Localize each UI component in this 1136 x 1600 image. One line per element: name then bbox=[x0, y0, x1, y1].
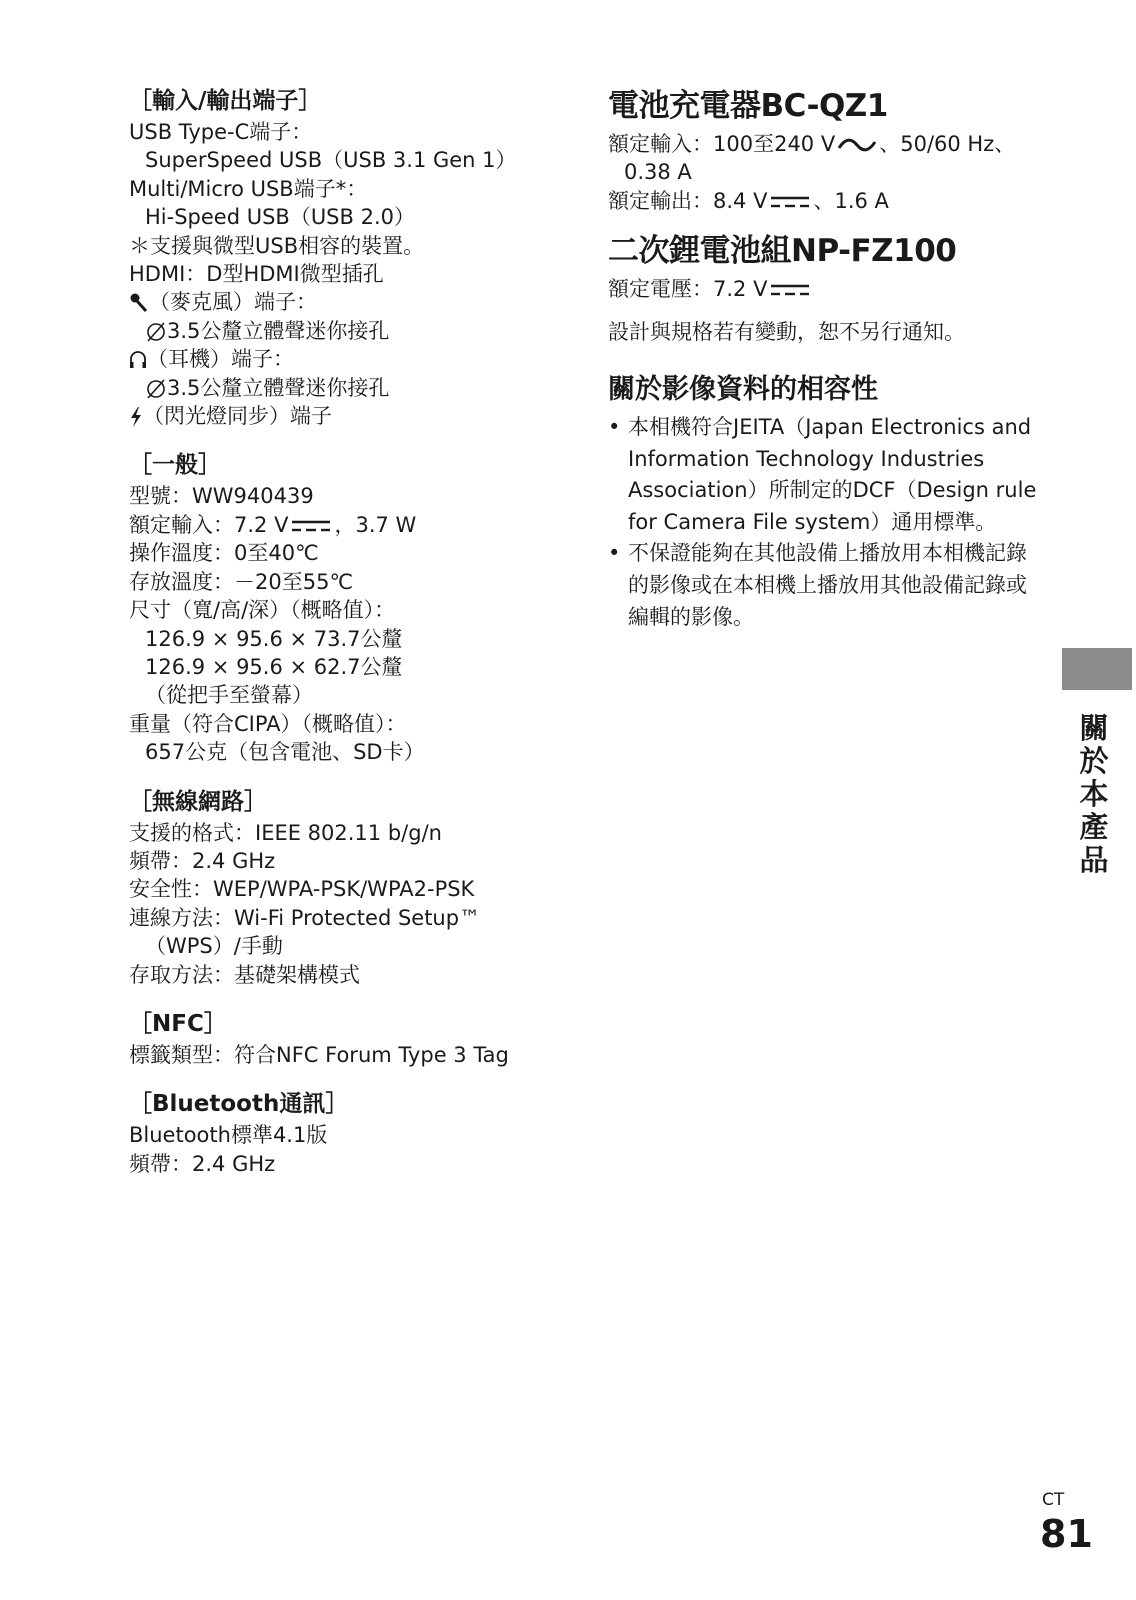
general-input-line bbox=[129, 511, 569, 539]
compat-bullet-2 bbox=[608, 538, 1048, 633]
charger-output-line bbox=[608, 187, 1048, 215]
wireless-security: 安全性：WEP/WPA-PSK/WPA2-PSK bbox=[129, 877, 475, 902]
io-section bbox=[129, 86, 569, 430]
dims-note: （從把手至螢幕） bbox=[145, 683, 313, 708]
compat-section bbox=[608, 372, 1048, 633]
dims-label: 尺寸（寬/高/深）（概略值）： bbox=[129, 598, 396, 623]
charger-input-freq: 、50/60 Hz、 bbox=[879, 132, 1016, 156]
weight-value: 657公克（包含電池、SD卡） bbox=[145, 740, 425, 765]
flash-label: （閃光燈同步）端子 bbox=[143, 404, 332, 429]
wireless-format: 支援的格式：IEEE 802.11 b/g/n bbox=[129, 820, 442, 845]
headphone-spec: 3.5公釐立體聲迷你接孔 bbox=[167, 375, 390, 400]
charger-output-label: 額定輸出：8.4 V bbox=[608, 188, 768, 213]
wireless-access: 存取方法：基礎架構模式 bbox=[129, 962, 360, 987]
multi-usb-spec: Hi-Speed USB（USB 2.0） bbox=[145, 205, 415, 230]
headphone-spec-line bbox=[129, 374, 569, 402]
usb-c-spec: SuperSpeed USB（USB 3.1 Gen 1） bbox=[145, 148, 517, 173]
dims-value-1: 126.9 × 95.6 × 73.7公釐 bbox=[145, 626, 403, 651]
left-column bbox=[129, 86, 569, 1178]
compat-bullet-1 bbox=[608, 412, 1048, 538]
headphone-line bbox=[129, 345, 569, 373]
usb-c-label: USB Type-C端子： bbox=[129, 120, 313, 144]
bullet-dot: • bbox=[608, 415, 621, 440]
compat-bullet-2-text: 不保證能夠在其他設備上播放用本相機記錄的影像或在本相機上播放用其他設備記錄或編輯的影像。 bbox=[628, 541, 1027, 629]
storage-temp-line: 存放溫度：－20至55℃ bbox=[129, 569, 354, 594]
wireless-connect-2: （WPS）/手動 bbox=[145, 934, 283, 959]
battery-voltage-line bbox=[608, 275, 1048, 303]
ac-symbol-icon bbox=[837, 134, 877, 156]
nfc-section bbox=[129, 1009, 569, 1069]
general-input-label: 額定輸入：7.2 V bbox=[129, 512, 289, 537]
mic-spec: 3.5公釐立體聲迷你接孔 bbox=[167, 318, 390, 343]
page-number: 81 bbox=[1040, 1512, 1093, 1556]
battery-section bbox=[608, 231, 1048, 303]
wireless-heading: ［無線網路］ bbox=[129, 788, 267, 815]
charger-heading: 電池充電器BC-QZ1 bbox=[608, 88, 888, 124]
battery-heading: 二次鋰電池組NP-FZ100 bbox=[608, 233, 957, 270]
bluetooth-section bbox=[129, 1089, 569, 1178]
headphone-label: （耳機）端子： bbox=[147, 347, 294, 372]
diameter-icon bbox=[145, 378, 167, 400]
general-input-watt: ，3.7 W bbox=[334, 512, 417, 537]
mic-label: （麥克風）端子： bbox=[149, 290, 317, 315]
side-tab-marker bbox=[1062, 648, 1132, 690]
headphone-icon bbox=[129, 349, 147, 371]
nfc-heading: ［NFC］ bbox=[129, 1010, 227, 1037]
general-section bbox=[129, 450, 569, 766]
wireless-connect: 連線方法：Wi-Fi Protected Setup™ bbox=[129, 905, 481, 930]
io-heading: ［輸入/輸出端子］ bbox=[129, 88, 322, 114]
right-column bbox=[608, 86, 1048, 633]
hdmi-line: HDMI：D型HDMI微型插孔 bbox=[129, 262, 384, 287]
wireless-band: 頻帶：2.4 GHz bbox=[129, 848, 276, 873]
general-heading: ［一般］ bbox=[129, 452, 221, 479]
weight-label: 重量（符合CIPA）（概略值）： bbox=[129, 711, 407, 736]
wireless-section bbox=[129, 787, 569, 989]
compat-heading: 關於影像資料的相容性 bbox=[608, 374, 878, 406]
side-tab-label: 關於本產品 bbox=[1079, 711, 1109, 877]
dc-symbol-icon bbox=[292, 519, 330, 533]
mic-spec-line bbox=[129, 317, 569, 345]
mic-line bbox=[129, 288, 569, 316]
dc-symbol-icon bbox=[771, 195, 809, 209]
battery-voltage: 額定電壓：7.2 V bbox=[608, 277, 768, 302]
charger-input-label: 額定輸入：100至240 V bbox=[608, 132, 836, 156]
charger-output-current: 、1.6 A bbox=[813, 188, 889, 213]
bullet-dot: • bbox=[608, 541, 621, 566]
spec-change-notice: 設計與規格若有變動，恕不另行通知。 bbox=[608, 319, 965, 344]
diameter-icon bbox=[145, 321, 167, 343]
charger-input-line bbox=[608, 130, 1048, 158]
bluetooth-band: 頻帶：2.4 GHz bbox=[129, 1151, 276, 1176]
bluetooth-heading: ［Bluetooth通訊］ bbox=[129, 1091, 349, 1118]
dims-value-2: 126.9 × 95.6 × 62.7公釐 bbox=[145, 654, 403, 679]
compat-bullet-1-text: 本相機符合JEITA（Japan Electronics and Information Technology Industries Association）所制定的DCF（Design rule for Camera File system）通用標準。 bbox=[628, 415, 1037, 534]
language-code: CT bbox=[1042, 1490, 1065, 1510]
multi-usb-label: Multi/Micro USB端子*： bbox=[129, 176, 368, 201]
microphone-icon bbox=[129, 292, 149, 314]
op-temp-line: 操作溫度：0至40℃ bbox=[129, 541, 319, 566]
charger-section bbox=[608, 86, 1048, 215]
bluetooth-standard: Bluetooth標準4.1版 bbox=[129, 1123, 328, 1148]
model-line: 型號：WW940439 bbox=[129, 484, 314, 509]
flash-line bbox=[129, 402, 569, 430]
charger-input-current: 0.38 A bbox=[624, 160, 692, 185]
flash-icon bbox=[129, 406, 143, 428]
nfc-tag: 標籤類型：符合NFC Forum Type 3 Tag bbox=[129, 1042, 509, 1067]
dc-symbol-icon bbox=[771, 283, 809, 297]
usb-note: ＊支援與微型USB相容的裝置。 bbox=[129, 233, 425, 258]
